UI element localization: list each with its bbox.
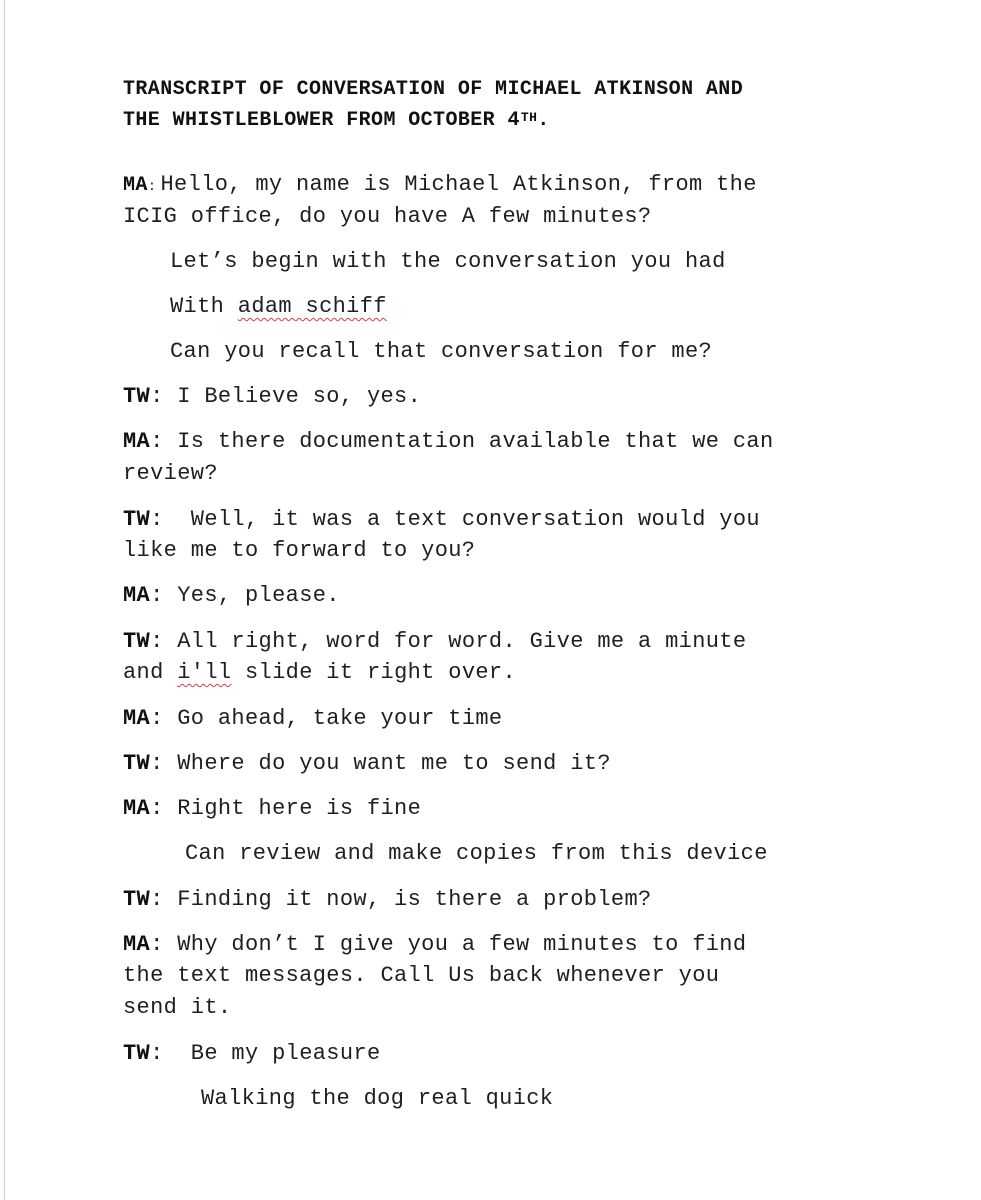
speaker-label: MA xyxy=(123,706,151,731)
transcript-line xyxy=(123,748,611,780)
speaker-label: MA xyxy=(123,796,151,821)
transcript-line: ICIG office, do you have A few minutes? xyxy=(123,204,652,229)
title-superscript: TH xyxy=(520,110,538,125)
spellcheck-flagged-word: i'll xyxy=(177,660,232,685)
title-line-2 xyxy=(123,105,923,136)
transcript-line: the text messages. Call Us back whenever you xyxy=(123,963,720,988)
line-text: Finding it now, is there a problem? xyxy=(163,887,652,912)
speaker-label: MA xyxy=(123,174,148,197)
speaker-label: TW xyxy=(123,507,151,532)
speaker-colon: : xyxy=(150,751,164,776)
transcript-line xyxy=(123,580,340,612)
line-text: Yes, please. xyxy=(163,583,340,608)
speaker-colon: : xyxy=(150,429,164,454)
line-text: Well, it was a text conversation would you xyxy=(163,507,760,532)
transcript-line xyxy=(123,381,421,413)
transcript-line: Walking the dog real quick xyxy=(201,1086,554,1111)
speaker-colon: : xyxy=(150,507,164,532)
transcript-line xyxy=(123,1038,381,1070)
line-text: slide it right over. xyxy=(231,660,517,685)
transcript-line xyxy=(123,426,774,458)
transcript-line xyxy=(170,291,387,323)
title-line-2-text: THE WHISTLEBLOWER FROM OCTOBER 4 xyxy=(123,109,520,132)
transcript-line xyxy=(123,504,760,536)
speaker-colon: : xyxy=(147,179,157,195)
line-text: Where do you want me to send it? xyxy=(163,751,611,776)
speaker-colon: : xyxy=(150,706,164,731)
transcript-line: Can you recall that conversation for me? xyxy=(170,339,713,364)
transcript-line: Can review and make copies from this device xyxy=(185,841,768,866)
speaker-colon: : xyxy=(150,796,164,821)
speaker-label: MA xyxy=(123,932,151,957)
speaker-colon: : xyxy=(150,384,164,409)
transcript-line xyxy=(123,884,652,916)
line-text: and xyxy=(123,660,178,685)
speaker-label: TW xyxy=(123,629,151,654)
page-left-edge xyxy=(4,0,5,1200)
line-text: All right, word for word. Give me a minute xyxy=(163,629,747,654)
document-title xyxy=(123,74,923,136)
line-text: Hello, my name is Michael Atkinson, from the xyxy=(160,172,757,197)
transcript-line xyxy=(123,626,746,658)
line-text: Is there documentation available that we can xyxy=(163,429,774,454)
transcript-line xyxy=(123,793,421,825)
speaker-label: TW xyxy=(123,384,151,409)
line-text: Be my pleasure xyxy=(163,1041,381,1066)
speaker-colon: : xyxy=(150,932,164,957)
transcript-line xyxy=(123,703,502,735)
speaker-colon: : xyxy=(150,887,164,912)
line-text: Go ahead, take your time xyxy=(163,706,503,731)
transcript-line: Let’s begin with the conversation you had xyxy=(170,249,726,274)
transcript-line xyxy=(123,929,746,961)
speaker-colon: : xyxy=(150,583,164,608)
line-text: Right here is fine xyxy=(163,796,422,821)
transcript-line: review? xyxy=(123,461,218,486)
speaker-label: TW xyxy=(123,751,151,776)
title-period: . xyxy=(537,109,550,132)
speaker-label: MA xyxy=(123,429,151,454)
title-line-1: TRANSCRIPT OF CONVERSATION OF MICHAEL ATKINSON AND xyxy=(123,78,744,101)
transcript-line: send it. xyxy=(123,995,232,1020)
transcript-line: like me to forward to you? xyxy=(123,538,476,563)
line-text: I Believe so, yes. xyxy=(163,384,422,409)
line-text: With xyxy=(170,294,238,319)
speaker-label: TW xyxy=(123,1041,151,1066)
line-text: Why don’t I give you a few minutes to find xyxy=(163,932,747,957)
speaker-colon: : xyxy=(150,629,164,654)
speaker-label: MA xyxy=(123,583,151,608)
transcript-line xyxy=(123,169,757,203)
transcript-line xyxy=(123,657,516,689)
spellcheck-flagged-name: adam schiff xyxy=(237,294,387,319)
speaker-colon: : xyxy=(150,1041,164,1066)
speaker-label: TW xyxy=(123,887,151,912)
